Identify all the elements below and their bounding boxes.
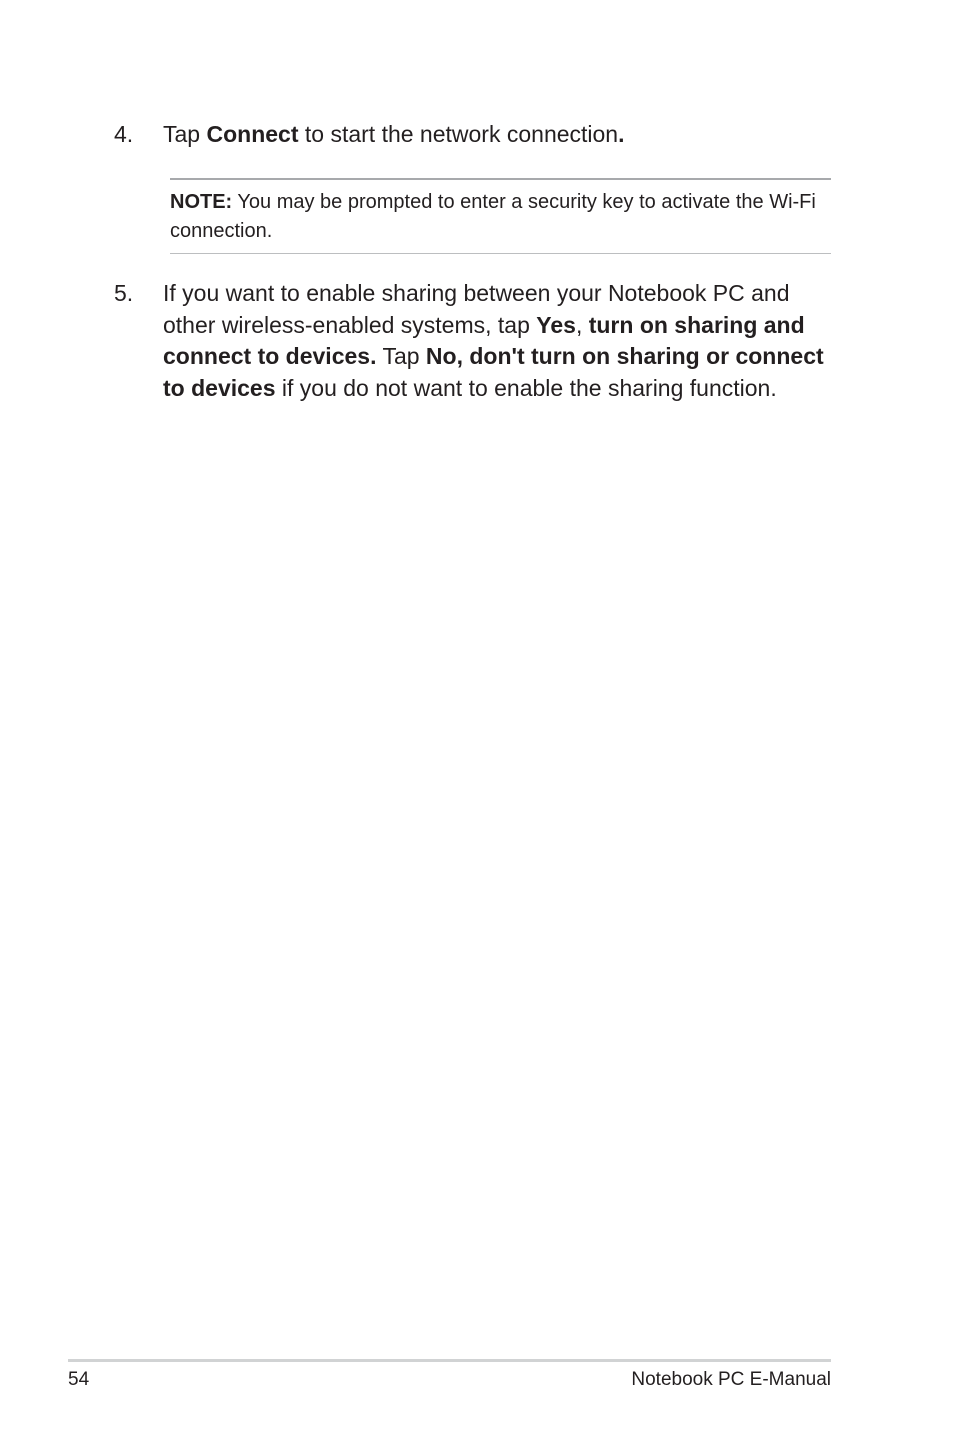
footer-divider [68,1359,831,1362]
step-text-part: to start the network connection [298,121,619,147]
step-number: 5. [114,280,134,306]
step-text-part: Tap [163,121,207,147]
step-text [163,119,834,151]
step-text-part: , [575,311,589,338]
step-4 [114,119,834,151]
manual-title: Notebook PC E-Manual [631,1369,831,1390]
note-box [170,178,831,254]
note-label: NOTE: [170,191,233,213]
step-text-part: if you do not want to enable the sharing function. [275,374,777,401]
note-body: You may be prompted to enter a security key to activate the Wi-Fi connection. [170,191,816,242]
step-number: 4. [114,121,134,147]
yes-emphasis: Yes [536,311,576,338]
dont-turn-on-sharing-emphasis: No, don't turn on sharing or connect to devices [163,343,824,401]
step-5 [114,278,834,404]
step-text [163,278,834,404]
step-period: . [618,121,625,147]
connect-emphasis: Connect [206,121,299,147]
step-text-part: Tap [376,343,426,369]
step-text-part: If you want to enable sharing between your Notebook PC and other wireless-enabled systems, tap [163,280,790,338]
turn-on-sharing-emphasis: turn on sharing and connect to devices. [163,311,805,369]
note-text [170,188,820,246]
page-number: 54 [68,1369,90,1390]
